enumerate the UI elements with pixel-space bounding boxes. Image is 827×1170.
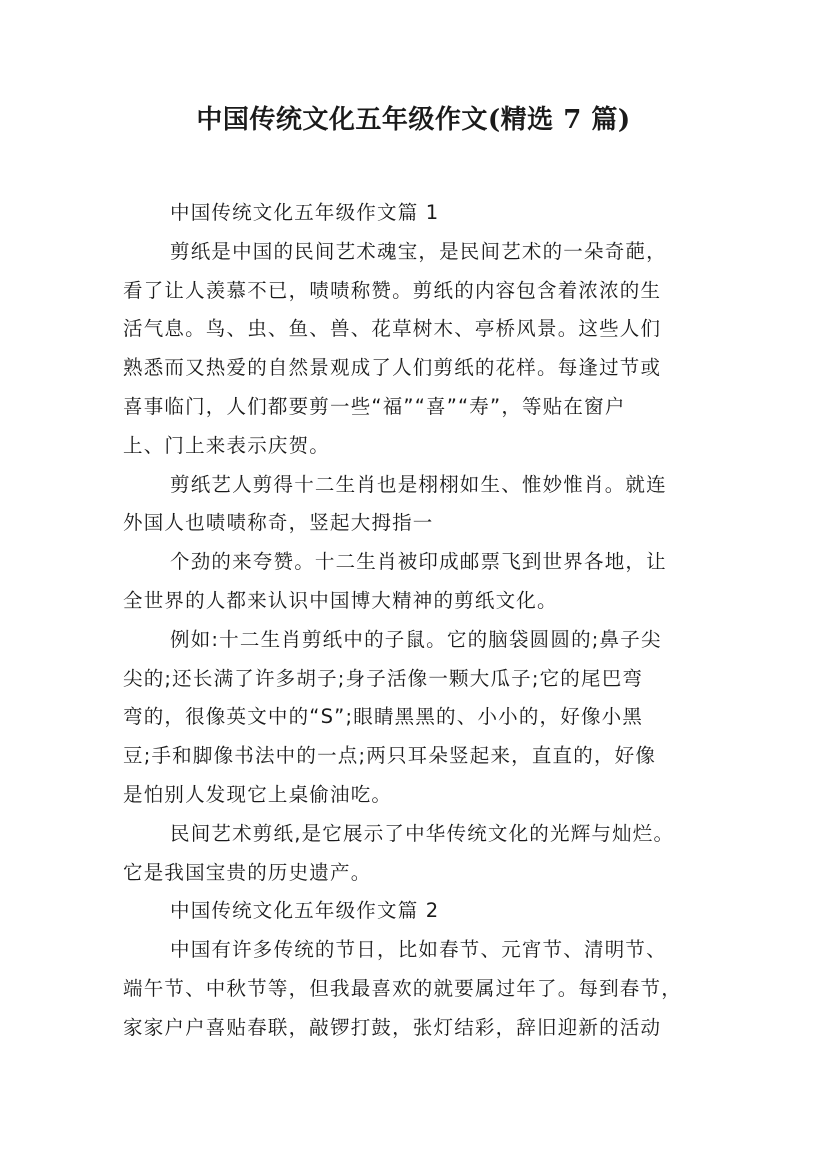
paragraph-line: 看了让人羡慕不已，啧啧称赞。剪纸的内容包含着浓浓的生 [123, 278, 662, 302]
paragraph-line: 活气息。鸟、虫、鱼、兽、花草树木、亭桥风景。这些人们 [123, 317, 662, 341]
paragraph-line: 剪纸是中国的民间艺术魂宝，是民间艺术的一朵奇葩， [170, 239, 667, 263]
paragraph-line: 是怕别人发现它上桌偷油吃。 [123, 782, 393, 806]
paragraph-line: 全世界的人都来认识中国博大精神的剪纸文化。 [123, 588, 558, 612]
paragraph-line: 豆;手和脚像书法中的一点;两只耳朵竖起来，直直的，好像 [123, 744, 657, 768]
document-body [123, 194, 711, 1048]
paragraph-line: 它是我国宝贵的历史遗产。 [123, 860, 372, 884]
paragraph-line: 民间艺术剪纸,是它展示了中华传统文化的光辉与灿烂。 [170, 821, 675, 845]
paragraph-line: 例如:十二生肖剪纸中的子鼠。它的脑袋圆圆的;鼻子尖 [170, 627, 662, 651]
paragraph-line: 上、门上来表示庆贺。 [123, 433, 331, 457]
paragraph-line: 熟悉而又热爱的自然景观成了人们剪纸的花样。每逢过节或 [123, 356, 662, 380]
paragraph-line: 尖的;还长满了许多胡子;身子活像一颗大瓜子;它的尾巴弯 [123, 666, 644, 690]
paragraph-line: 个劲的来夸赞。十二生肖被印成邮票飞到世界各地，让 [170, 550, 667, 574]
paragraph-line: 中国有许多传统的节日，比如春节、元宵节、清明节、 [170, 938, 667, 962]
section-heading-1: 中国传统文化五年级作文篇 1 [170, 201, 440, 224]
paragraph-line: 家家户户喜贴春联，敲锣打鼓，张灯结彩，辞旧迎新的活动 [123, 1015, 662, 1039]
paragraph-line: 剪纸艺人剪得十二生肖也是栩栩如生、惟妙惟肖。就连 [170, 472, 667, 496]
paragraph-line: 端午节、中秋节等，但我最喜欢的就要属过年了。每到春节， [123, 976, 682, 1000]
document-title: 中国传统文化五年级作文(精选 7 篇) [196, 105, 631, 135]
section-heading-2: 中国传统文化五年级作文篇 2 [170, 899, 440, 923]
paragraph-line: 外国人也啧啧称奇，竖起大拇指一 [123, 511, 434, 535]
paragraph-line: 喜事临门，人们都要剪一些“福”“喜”“寿”，等贴在窗户 [123, 394, 626, 418]
paragraph-line: 弯的，很像英文中的“S”;眼睛黑黑的、小小的，好像小黑 [123, 705, 644, 729]
